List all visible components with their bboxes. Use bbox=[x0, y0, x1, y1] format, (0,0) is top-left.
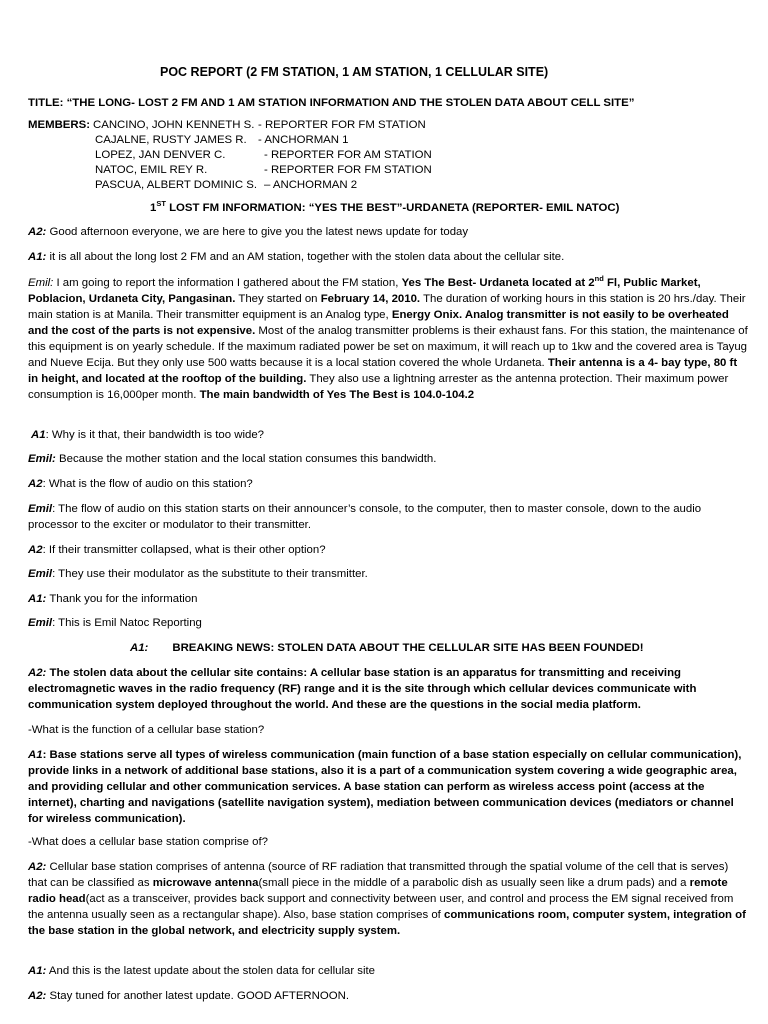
speaker-label: A1: bbox=[28, 593, 47, 605]
speaker-label: A1: bbox=[130, 642, 149, 654]
question-line: -What does a cellular base station comprise of? bbox=[28, 836, 268, 848]
member-name: LOPEZ, JAN DENVER C. bbox=[95, 149, 226, 161]
dialogue-line: Emil: The flow of audio on this station starts on their announcer’s console, to the computer, then to master console, down to the audio processor to the exciter or modulator to their transmitter. bbox=[28, 503, 702, 531]
member-role: – ANCHORMAN 2 bbox=[264, 179, 358, 191]
report-title: TITLE: “THE LONG- LOST 2 FM AND 1 AM STATION INFORMATION AND THE STOLEN DATA ABOUT CELL SITE” bbox=[28, 97, 635, 109]
speaker-label: Emil bbox=[28, 503, 53, 515]
speaker-label: A1 bbox=[31, 429, 46, 441]
speaker-label: A2 bbox=[28, 544, 43, 556]
dialogue-line: A2: If their transmitter collapsed, what is their other option? bbox=[28, 544, 326, 556]
dialogue-line: A1: Why is it that, their bandwidth is too wide? bbox=[31, 429, 264, 441]
dialogue-line: Emil: Because the mother station and the local station consumes this bandwidth. bbox=[28, 453, 437, 465]
speaker-label: A2: bbox=[28, 861, 47, 873]
dialogue-line: A1: And this is the latest update about the stolen data for cellular site bbox=[28, 965, 375, 977]
dialogue-line: A1: it is all about the long lost 2 FM and an AM station, together with the stolen data about the cellular site. bbox=[28, 251, 565, 263]
member-role: - ANCHORMAN 1 bbox=[258, 134, 349, 146]
member-name: CAJALNE, RUSTY JAMES R. bbox=[95, 134, 247, 146]
report-paragraph: A2: The stolen data about the cellular site contains: A cellular base station is an apparatus for transmitting and receiving electromagnetic waves in the radio frequency (RF) range and it is the site through which cellular devices communicate with communication system deployed throughout the world. And these are the questions in the social media platform. bbox=[28, 667, 697, 711]
breaking-news-line: A1: BREAKING NEWS: STOLEN DATA ABOUT THE CELLULAR SITE HAS BEEN FOUNDED! bbox=[130, 642, 644, 654]
report-paragraph: A1: Base stations serve all types of wireless communication (main function of a base station especially on cellular communication), provide links in a network of additional base stations, also it is a part of a communication system covering a wide geographic area, and providing cellular and other communication services. A base station can perform as wireless access point (access at the internet), charting and navigations (satellite navigation system), mediation between communication devices (mediators or channel for wireless communication). bbox=[28, 749, 742, 825]
member-role: - REPORTER FOR FM STATION bbox=[264, 164, 432, 176]
speaker-label: Emil: bbox=[28, 453, 56, 465]
speaker-label: A1 bbox=[28, 749, 43, 761]
speaker-label: Emil bbox=[28, 568, 53, 580]
member-name: CANCINO, JOHN KENNETH S. bbox=[93, 119, 255, 131]
dialogue-line: Emil: They use their modulator as the substitute to their transmitter. bbox=[28, 568, 368, 580]
dialogue-line: Emil: This is Emil Natoc Reporting bbox=[28, 617, 202, 629]
speaker-label: A2 bbox=[28, 478, 43, 490]
member-role: - REPORTER FOR FM STATION bbox=[258, 119, 426, 131]
members-label: MEMBERS: bbox=[28, 119, 91, 131]
report-paragraph: Emil: I am going to report the information I gathered about the FM station, Yes The Best- Urdaneta located at 2nd Fl, Public Market, Poblacion, Urdaneta City, Pangasinan. They started on February 14, 2010. The duration of working hours in this station is 20 hrs./day. Their main station is at Manila. Their transmitter equipment is an Analog type, Energy Onix. Analog transmitter is not easily to be overheated and the cost of the parts is not expensive. Most of the analog transmitter problems is their exhaust fans. For this station, the maintenance of this equipment is on yearly schedule. If the maximum radiated power be set on maximum, it will reach up to 1kw and the covered area is Tayug and Nueve Ecija. But they only use 500 watts because it is a local station covered the whole Urdaneta. Their antenna is a 4- bay type, 80 ft in height, and located at the rooftop of the building. They also use a lightning arrester as the antenna protection. Their maximum power consumption is 16,000per month. The main bandwidth of Yes The Best is 104.0-104.2 bbox=[28, 274, 748, 401]
report-paragraph: A2: Cellular base station comprises of antenna (source of RF radiation that transmitted through the spatial volume of the cell that is serves) that can be classified as microwave antenna(small piece in the middle of a parabolic dish as usually seen like a drum pads) and a remote radio head(act as a transceiver, provides back support and connectivity between user, and control and process the EM signal received from the antenna usually seen as a rectangular shape). Also, base station comprises of communications room, computer system, integration of the base station in the global network, and electricity supply system. bbox=[28, 861, 746, 937]
speaker-label: Emil bbox=[28, 617, 53, 629]
section-heading: 1ST LOST FM INFORMATION: “YES THE BEST”-URDANETA (REPORTER- EMIL NATOC) bbox=[150, 199, 620, 214]
speaker-label: A2: bbox=[28, 667, 47, 679]
speaker-label: A2: bbox=[28, 226, 47, 238]
speaker-label: A2: bbox=[28, 990, 47, 1002]
member-name: PASCUA, ALBERT DOMINIC S. bbox=[95, 179, 258, 191]
dialogue-line: A2: What is the flow of audio on this station? bbox=[28, 478, 253, 490]
member-name: NATOC, EMIL REY R. bbox=[95, 164, 208, 176]
dialogue-line: A2: Stay tuned for another latest update. GOOD AFTERNOON. bbox=[28, 990, 349, 1002]
member-role: - REPORTER FOR AM STATION bbox=[264, 149, 432, 161]
speaker-label: A1: bbox=[28, 965, 47, 977]
dialogue-line: A2: Good afternoon everyone, we are here to give you the latest news update for today bbox=[28, 226, 469, 238]
speaker-label: A1: bbox=[28, 251, 47, 263]
speaker-label: Emil: bbox=[28, 277, 54, 289]
report-heading: POC REPORT (2 FM STATION, 1 AM STATION, 1 CELLULAR SITE) bbox=[160, 65, 549, 79]
question-line: -What is the function of a cellular base station? bbox=[28, 724, 265, 736]
dialogue-line: A1: Thank you for the information bbox=[28, 593, 198, 605]
